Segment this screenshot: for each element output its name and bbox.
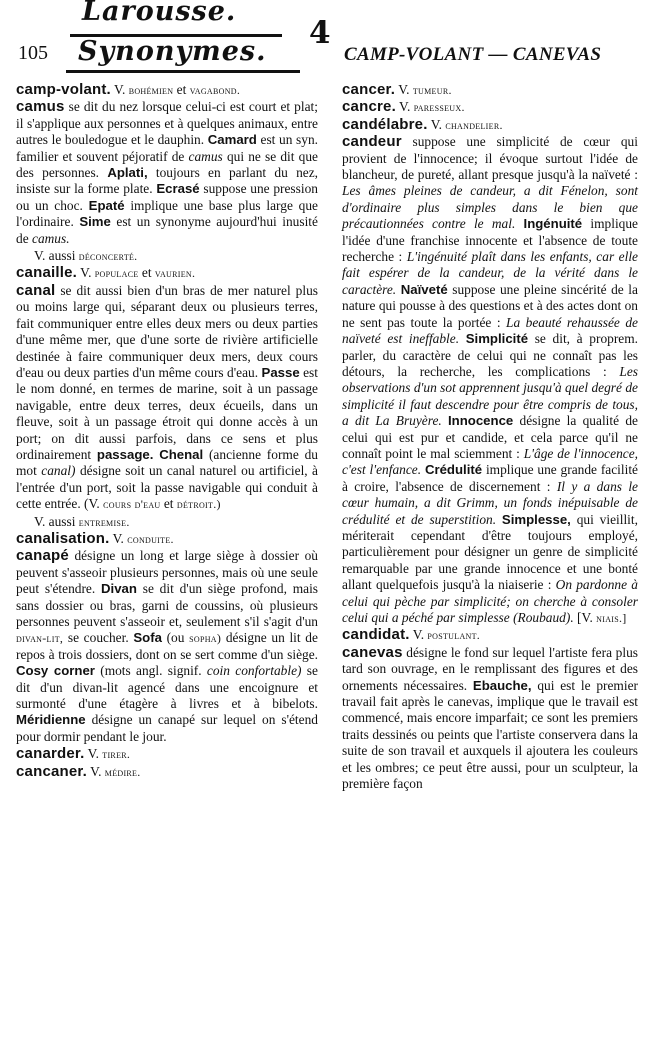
cross-reference: chandelier. — [445, 117, 503, 132]
cross-reference: bohémien — [128, 83, 174, 97]
cross-reference: paresseux. — [413, 100, 465, 115]
headword: candeur — [342, 133, 402, 151]
see-label: V. — [112, 530, 124, 546]
cross-reference: vagabond. — [189, 83, 241, 97]
see-label: V. — [412, 627, 425, 643]
cross-reference: tumeur. — [412, 83, 452, 97]
definition: qui est le premier travail fait après le canevas, implique que le travail est commencé, mais encore imparfait; ce sont les premiers traits dessinés ou peints que l'artiste conservera dans la suite de son travail et auxquels il ajoutera les couleurs et les ombres; ce peut être aussi, pour un sculpteur, la première façon — [342, 677, 638, 792]
synonym: Aplati, — [107, 165, 148, 181]
synonym: Cosy corner — [16, 663, 95, 679]
cross-reference: niais.] — [596, 611, 627, 625]
definition: suppose une pression ou un choc. — [16, 181, 318, 213]
quotation: On pardonne à celui qui pèche par simplicité; on cherche à consoler celui qui a péché par simplesse (Roubaud). — [342, 577, 638, 625]
definition: (ou — [166, 630, 185, 646]
headword: candélabre. — [342, 115, 428, 133]
synonym: Naïveté — [400, 281, 448, 297]
quotation: Les observations d'un sot apprennent jusqu'à quel degré de simplicité il faut descendre pour être compris de tous, a dit La Bruyère. — [342, 363, 638, 429]
definition: se dit d'un divan-lit agencé dans une encoignure et surmonté d'une étagère à livres et à bibelots. — [16, 663, 318, 712]
definition: désigne un canapé sur lequel on s'étend pour dormir pendant le jour. — [16, 712, 318, 744]
see-label: V. — [87, 746, 99, 762]
quotation: La beauté rehaussée de naïveté est ineffable. — [342, 314, 638, 347]
running-head: CAMP-VOLANT — CANEVAS — [344, 44, 602, 65]
cross-reference: détroit.) — [176, 497, 221, 512]
definition: est le nom donné, en termes de marine, soit à un passage navigable, entre deux terres, deux écueils, dans un fleuve, soit à un passage étroit qui donne accès à un port; on dit aussi parfois, dans ce sens et plus ordinairement — [16, 364, 318, 462]
headword: canaille. — [16, 264, 78, 282]
quotation: Il y a dans le cœur humain, a dit Grimm, un fonds inépuisable de crédulité et de superstition. — [342, 478, 638, 527]
headword: canal — [16, 281, 56, 299]
cross-reference: populace — [94, 266, 139, 281]
synonym: Innocence — [448, 413, 514, 429]
definition: est un synonyme aujourd'hui inusité de — [16, 214, 318, 246]
underline — [66, 70, 300, 73]
see-label: V. aussi — [34, 513, 76, 529]
cross-reference: conduite. — [127, 531, 174, 546]
cross-reference: déconcerté. — [78, 249, 138, 264]
definition: désigne le fond sur lequel l'artiste fera plus tard son ouvrage, en le remplissant des figures et des ornements nécessaires. — [342, 644, 638, 693]
cross-reference: sopha) — [189, 631, 222, 646]
definition: désigne la qualité de celui qui est pur et candide, et cela parce qu'il ne connaît point le mal sciemment : — [342, 413, 638, 461]
definition: (mots angl. signif. — [100, 663, 202, 679]
definition: suppose une pleine sincérité de la nature qui pousse à des questions et à des actes dont on ne sent pas toute la portée : — [342, 281, 638, 330]
definition: qui vieillit, mériterait cependant d'être toujours employé, particulièrement pour désigner un genre de simplicité remarquable par une grande innocence et une bonté allant quelquefois jusqu'à la niaiserie : — [342, 511, 638, 593]
cross-reference: tirer. — [102, 747, 131, 762]
entry-cancer — [342, 82, 638, 98]
headword: candidat. — [342, 626, 410, 644]
example-word: camus. — [32, 230, 70, 246]
synonym: passage. — [96, 446, 154, 462]
see-label: [V. — [577, 610, 593, 625]
definition: se dit d'un siège profond, mais sans dossier ou bras, garni de coussins, où plusieurs personnes peuvent s'asseoir et, seulement s'il s'agit d'un — [16, 581, 318, 629]
entry-cancaner — [16, 764, 318, 780]
cross-reference: entremise. — [78, 514, 130, 529]
headword: camus — [16, 98, 65, 116]
entry-canape — [16, 548, 318, 745]
cross-reference: médire. — [104, 764, 141, 779]
definition: (ancienne forme du mot — [16, 446, 318, 479]
definition: implique une base plus large que l'ordinaire. — [16, 197, 318, 230]
synonym: Ebauche, — [472, 677, 532, 693]
cross-reference: cours d'eau — [103, 497, 161, 512]
headword: canapé — [16, 547, 69, 565]
definition: suppose une simplicité de cœur qui provient de l'innocence; il évoque surtout l'idée de blancheur, de pureté, allant presque jusqu'à la naïveté : — [342, 134, 638, 183]
see-label: V. — [80, 265, 92, 281]
entry-candeur — [342, 134, 638, 626]
see-label: V. aussi — [34, 248, 76, 264]
definition: désigne un lit de repos à trois dossiers, dont on se sert comme d'un siège. — [16, 630, 318, 662]
entry-canalisation — [16, 531, 318, 547]
page-number: 105 — [18, 42, 48, 64]
definition: se dit, à proprem. parler, du caractère de celui qui ne connaît pas les détours, la recherche, les complications : — [342, 331, 638, 379]
see-also — [16, 248, 318, 264]
synonym: Sime — [79, 214, 111, 230]
definition: se dit du nez lorsque celui-ci est court et plat; il s'applique aux personnes et à quelques animaux, entre autres le bouledogue et le dauphin. — [16, 99, 318, 148]
headword: canarder. — [16, 745, 85, 763]
headword: cancaner. — [16, 762, 88, 780]
synonym: Chenal — [159, 446, 204, 462]
see-label: V. — [430, 116, 442, 132]
synonym: Camard — [207, 132, 257, 148]
entry-canevas — [342, 645, 638, 793]
definition: désigne soit un canal naturel ou artificiel, à l'entrée d'un port, soit la passe navigable qui conduit à cette entrée. (V. — [16, 463, 319, 512]
entry-camus — [16, 99, 318, 247]
cross-reference: vaurien. — [154, 266, 196, 281]
synonym: Ecrasé — [156, 181, 200, 197]
definition: implique l'idée d'une franchise innocente et l'absence de toute recherche : — [342, 216, 638, 265]
definition: se coucher. — [67, 630, 129, 646]
synonym: Méridienne — [16, 712, 86, 728]
handwritten-title-synonymes: Synonymes. — [78, 36, 267, 67]
headword: canalisation. — [16, 529, 110, 547]
see-label: V. — [399, 99, 411, 115]
quotation: L'ingénuité plaît dans les enfants, car elle fait espérer de la candeur, de la vérité dans le caractère. — [342, 249, 638, 297]
conjunction: et — [141, 265, 152, 281]
cross-reference: divan-lit, — [16, 631, 64, 646]
definition: désigne un long et large siège à dossier où peuvent s'asseoir plusieurs personnes, mais où une seule peut s'étendre. — [16, 548, 318, 597]
headword: canevas — [342, 643, 403, 661]
entry-candidat — [342, 627, 638, 643]
quotation: L'âge de l'innocence, c'est l'enfance. — [342, 445, 638, 478]
handwritten-title-larousse: Larousse. — [82, 0, 237, 27]
synonym: Simplesse, — [501, 511, 571, 527]
conjunction: et — [163, 496, 174, 512]
synonym: Divan — [101, 581, 137, 597]
definition: toujours en parlant du nez, insiste sur la forme plate. — [16, 165, 318, 197]
cross-reference: postulant. — [427, 628, 481, 643]
synonym: Epaté — [88, 197, 125, 213]
see-also — [16, 514, 318, 530]
entry-canal — [16, 283, 318, 513]
definition: qui ne se dit que des personnes. — [16, 148, 318, 181]
left-column — [16, 82, 318, 780]
synonym: Crédulité — [424, 462, 483, 478]
right-column — [342, 82, 638, 792]
definition: est un syn. familier et souvent péjoratif de — [16, 132, 318, 164]
definition: implique une grande facilité à croire, l'absence de discernement : — [342, 462, 638, 494]
headword: cancre. — [342, 98, 396, 116]
see-label: V. — [114, 82, 126, 97]
headword: camp-volant. — [16, 81, 111, 98]
example-word: coin confortable) — [206, 663, 302, 679]
handwritten-mark: 4 — [309, 15, 332, 51]
entry-camp-volant — [16, 82, 318, 98]
quotation: Les âmes pleines de candeur, a dit Fénelon, sont d'ordinaire plus simples dans le bien que précautionnées contre le mal. — [342, 183, 638, 232]
see-label: V. — [90, 763, 102, 779]
synonym: Passe — [261, 364, 300, 380]
example-word: camus — [188, 148, 223, 164]
entry-cancre — [342, 99, 638, 115]
conjunction: et — [176, 82, 187, 97]
entry-canaille — [16, 265, 318, 281]
synonym: Ingénuité — [523, 216, 583, 232]
entry-candelabre — [342, 117, 638, 133]
headword: cancer. — [342, 81, 396, 98]
definition: se dit aussi bien d'un bras de mer naturel plus ou moins large qui, séparant deux ou plusieurs terres, fait communiquer entre elles deux mers ou deux parties d'une même mer, que d'une sorte de rivière artificielle destinée à faire communiquer deux mers, deux cours d'eau ou deux parties d'un même cours d'eau. — [16, 282, 318, 380]
example-word: canal) — [41, 463, 76, 479]
synonym: Simplicité — [465, 331, 529, 347]
entry-canarder — [16, 746, 318, 762]
synonym: Sofa — [133, 630, 162, 646]
see-label: V. — [398, 82, 410, 97]
